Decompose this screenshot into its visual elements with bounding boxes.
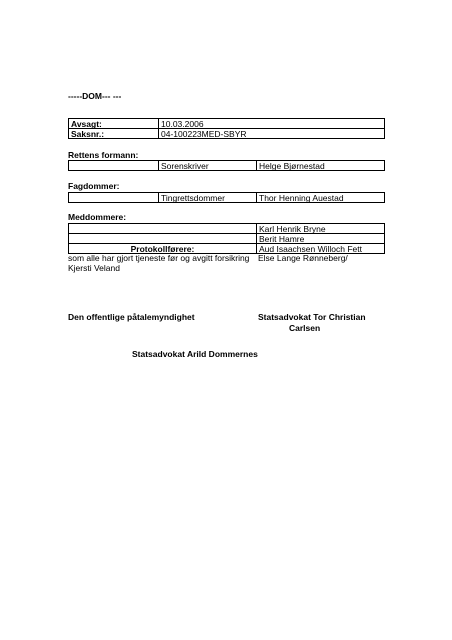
second-prosecutor: Statsadvokat Arild Dommernes (132, 349, 258, 359)
saksnr-label: Saksnr.: (68, 128, 159, 139)
avsagt-value: 10.03.2006 (158, 118, 385, 129)
protokoll-name-1: Aud Isaachsen Willoch Fett (256, 243, 385, 254)
saksnr-value: 04-100223MED-SBYR (158, 128, 385, 139)
formann-empty-cell (68, 160, 159, 171)
prosecutor-name-line2: Carlsen (289, 323, 321, 333)
prosecutor-name-line1: Statsadvokat Tor Christian (258, 312, 366, 322)
meddommere-heading: Meddommere: (68, 212, 127, 222)
avsagt-label: Avsagt: (68, 118, 159, 129)
fagdommer-empty-cell (68, 192, 159, 203)
document-title: -----DOM--- --- (68, 91, 122, 101)
formann-heading: Rettens formann: (68, 150, 139, 160)
meddommer-name-1: Karl Henrik Bryne (256, 223, 385, 234)
prosecution-label: Den offentlige påtalemyndighet (68, 312, 195, 322)
protokoll-label: Protokollførere: (68, 243, 257, 254)
protokoll-name-2-part1: Else Lange Rønneberg/ (258, 253, 348, 263)
meddommer-name-2: Berit Hamre (256, 233, 385, 244)
fagdommer-role: Tingrettsdommer (158, 192, 257, 203)
fagdommer-name: Thor Henning Auestad (256, 192, 385, 203)
protokoll-note: som alle har gjort tjeneste før og avgitt forsikring (68, 253, 250, 263)
protokoll-name-2-part2: Kjersti Veland (68, 263, 120, 273)
formann-role: Sorenskriver (158, 160, 257, 171)
formann-name: Helge Bjørnestad (256, 160, 385, 171)
fagdommer-heading: Fagdommer: (68, 181, 120, 191)
